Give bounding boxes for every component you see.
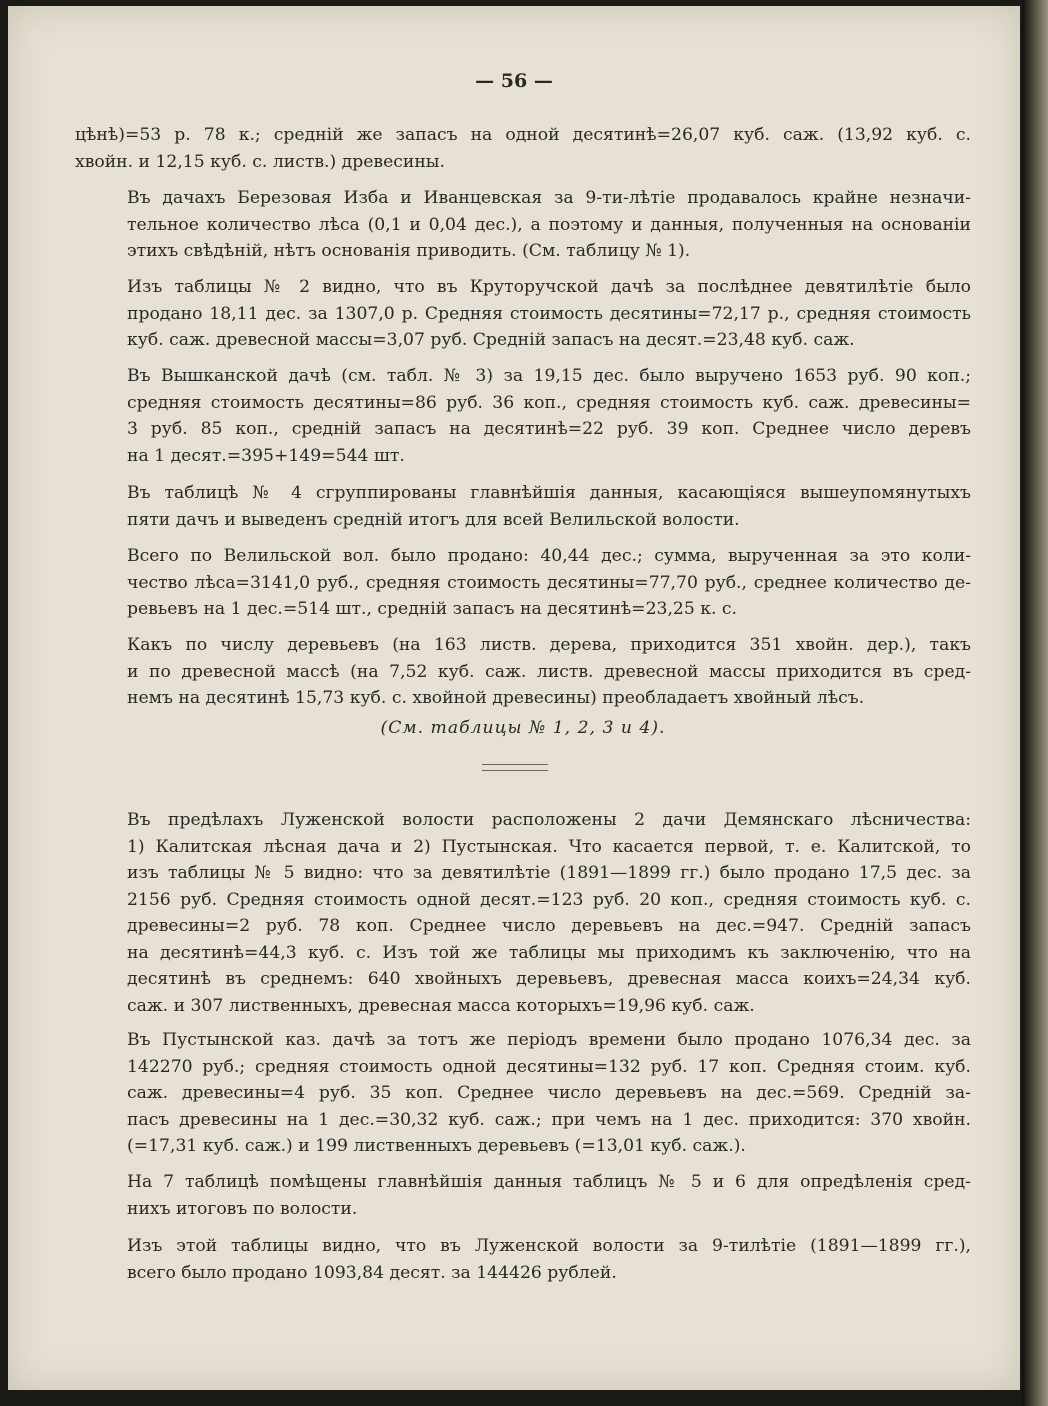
paragraph-1: [75, 122, 971, 175]
paragraph-10: [75, 1169, 971, 1222]
text-line: 142270 руб.; средняя стоимость одной десятины=132 руб. 17 коп. Средняя стоим. куб.: [127, 1056, 971, 1077]
text-line: саж. древесины=4 руб. 35 коп. Среднее число деревьевъ на дес.=569. Среднiй за-: [127, 1083, 971, 1103]
text-line: древесины=2 руб. 78 коп. Среднее число деревьевъ на дес.=947. Среднiй запасъ: [127, 916, 971, 936]
text-line: тельное количество лѣса (0,1 и 0,04 дес.), а поэтому и данныя, полученныя на основанiи: [127, 214, 971, 235]
text-line: Какъ по числу деревьевъ (на 163 листв. дерева, приходится 351 хвойн. дер.), такъ: [127, 635, 971, 655]
text-line: этихъ свѣдѣнiй, нѣтъ основанiя приводить. (См. таблицу № 1).: [127, 241, 691, 261]
text-line: ревьевъ на 1 дес.=514 шт., среднiй запасъ на десятинѣ=23,25 к. с.: [127, 599, 738, 619]
page-number: — 56 —: [475, 70, 553, 92]
text-line: нихъ итоговъ по волости.: [127, 1198, 358, 1219]
text-line: немъ на десятинѣ 15,73 куб. с. хвойной древесины) преобладаетъ хвойный лѣсъ.: [127, 688, 865, 708]
text-line: цѣнѣ)=53 р. 78 к.; среднiй же запасъ на одной десятинѣ=26,07 куб. саж. (13,92 куб. с.: [75, 125, 971, 145]
text-line: пяти дачъ и выведенъ среднiй итогъ для всей Велильской волости.: [127, 509, 740, 530]
text-line: на десятинѣ=44,3 куб. с. Изъ той же таблицы мы приходимъ къ заключенiю, что на: [127, 942, 971, 963]
text-line: 1) Калитская лѣсная дача и 2) Пустынская. Что касается первой, т. е. Калитской, то: [127, 836, 971, 857]
text-line: 3 руб. 85 коп., среднiй запасъ на десятинѣ=22 руб. 39 коп. Среднее число деревъ: [127, 419, 971, 439]
text-line: (=17,31 куб. саж.) и 199 лиственныхъ деревьевъ (=13,01 куб. саж.).: [127, 1136, 746, 1156]
text-line: Въ дачахъ Березовая Изба и Иванцевская за 9-ти-лѣтiе продавалось крайне незначи-: [127, 188, 971, 208]
text-line: Изъ этой таблицы видно, что въ Луженской волости за 9-тилѣтiе (1891—1899 гг.),: [127, 1236, 971, 1256]
text-line: продано 18,11 дес. за 1307,0 р. Средняя стоимость десятины=72,17 р., средняя стоимость: [127, 303, 971, 324]
text-line: всего было продано 1093,84 десят. за 144426 рублей.: [127, 1262, 617, 1283]
document-page: [8, 6, 1020, 1390]
text-line: изъ таблицы № 5 видно: что за девятилѣтiе (1891—1899 гг.) было продано 17,5 дес. за: [127, 863, 971, 883]
paragraph-6: [75, 543, 971, 623]
text-line: 2156 руб. Средняя стоимость одной десят.=123 руб. 20 коп., средняя стоимость куб. с.: [127, 889, 971, 910]
text-line: хвойн. и 12,15 куб. с. листв.) древесины.: [75, 151, 445, 172]
table-citation: (См. таблицы № 1, 2, 3 и 4).: [380, 718, 666, 738]
text-line: десятинѣ въ среднемъ: 640 хвойныхъ деревьевъ, древесная масса коихъ=24,34 куб.: [127, 969, 971, 989]
text-line: и по древесной массѣ (на 7,52 куб. саж. листв. древесной массы приходится въ сред-: [127, 661, 971, 682]
text-line: на 1 десят.=395+149=544 шт.: [127, 445, 405, 466]
text-line: чество лѣса=3141,0 руб., средняя стоимость десятины=77,70 руб., среднее количество де-: [127, 572, 971, 593]
text-line: Въ Пустынской каз. дачѣ за тотъ же перiодъ времени было продано 1076,34 дес. за: [127, 1030, 971, 1050]
section-separator: [482, 764, 548, 771]
paragraph-9: [75, 1027, 971, 1160]
text-line: куб. саж. древесной массы=3,07 руб. Среднiй запасъ на десят.=23,48 куб. саж.: [127, 330, 855, 350]
text-line: пасъ древесины на 1 дес.=30,32 куб. саж.; при чемъ на 1 дес. приходится: 370 хвойн.: [127, 1109, 971, 1130]
paragraph-2: [75, 185, 971, 265]
binding-edge: [1022, 0, 1048, 1406]
paragraph-3: [75, 274, 971, 354]
text-line: Изъ таблицы № 2 видно, что въ Круторучской дачѣ за послѣднее девятилѣтiе было: [127, 277, 971, 297]
text-line: Въ Вышканской дачѣ (см. табл. № 3) за 19,15 дес. было выручено 1653 руб. 90 коп.;: [127, 366, 971, 386]
text-line: саж. и 307 лиственныхъ, древесная масса которыхъ=19,96 куб. саж.: [127, 995, 755, 1016]
text-line: На 7 таблицѣ помѣщены главнѣйшiя данныя таблицъ № 5 и 6 для опредѣленiя сред-: [127, 1172, 971, 1192]
text-line: средняя стоимость десятины=86 руб. 36 коп., средняя стоимость куб. саж. древесины=: [127, 392, 971, 413]
paragraph-8: [75, 807, 971, 1019]
paragraph-7: [75, 632, 971, 712]
text-line: Всего по Велильской вол. было продано: 40,44 дес.; сумма, вырученная за это коли-: [127, 546, 971, 566]
text-line: Въ предѣлахъ Луженской волости расположены 2 дачи Демянскаго лѣсничества:: [127, 810, 971, 830]
paragraph-5: [75, 480, 971, 533]
paragraph-4: [75, 363, 971, 469]
paragraph-11: [75, 1233, 971, 1286]
text-line: Въ таблицѣ № 4 сгруппированы главнѣйшiя данныя, касающiяся вышеупомянутыхъ: [127, 483, 971, 503]
